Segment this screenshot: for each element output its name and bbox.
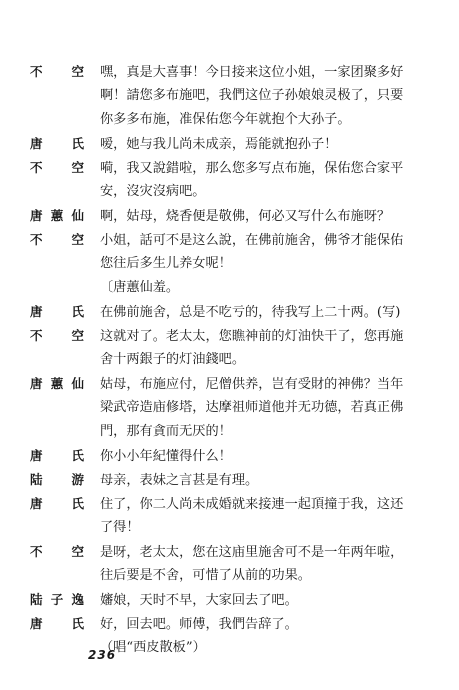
- script-line: [30, 228, 450, 252]
- speaker-name: 唐 氏: [30, 448, 84, 463]
- script-line: [30, 612, 450, 636]
- script-line: [30, 348, 450, 372]
- script-line: [30, 276, 450, 300]
- script-line: [30, 180, 450, 204]
- speaker-name: 唐 氏: [30, 496, 84, 511]
- page-number: 236: [88, 648, 117, 662]
- speaker-name: 不 空: [30, 64, 84, 79]
- script-line: [30, 492, 450, 516]
- script-line: [30, 84, 450, 108]
- script-line: [30, 132, 450, 156]
- dialogue-text: 嘿，真是大喜事！今日接来这位小姐，一家团聚多好: [100, 65, 404, 80]
- speaker-name: 不 空: [30, 544, 84, 559]
- dialogue-text: 小姐，話可不是这么說，在佛前施舍，佛爷才能保佑: [100, 233, 404, 248]
- speaker-name: 不 空: [30, 160, 84, 175]
- script-line: [30, 204, 450, 228]
- speaker-name: 陆子逸: [30, 592, 84, 607]
- script-line: [30, 468, 450, 492]
- dialogue-text: 門，那有貪而无厌的！: [100, 424, 232, 439]
- script-line: [30, 444, 450, 468]
- speaker-name: 陆 游: [30, 472, 84, 487]
- dialogue-text: 嗬，我又說錯啦，那么您多写点布施，保佑您合家平: [100, 161, 404, 176]
- script-line: [30, 60, 450, 84]
- dialogue-text: 你小小年紀懂得什么！: [100, 449, 232, 464]
- speaker-name: 唐 氏: [30, 136, 84, 151]
- dialogue-text: 姑母，布施应付，尼僧供养，岂有受財的神佛？当年: [100, 377, 404, 392]
- script-line: [30, 420, 450, 444]
- dialogue-text: 〔唐蕙仙羞。: [100, 280, 180, 295]
- dialogue-text: 啊，姑母，烧香便是敬佛，何必又写什么布施呀？: [100, 209, 391, 224]
- script-line: [30, 300, 450, 324]
- script-line: [30, 252, 450, 276]
- script-line: [30, 156, 450, 180]
- script-line: [30, 324, 450, 348]
- script-line: [30, 564, 450, 588]
- speaker-name: 不 空: [30, 232, 84, 247]
- speaker-name: 唐蕙仙: [30, 208, 84, 223]
- script-line: [30, 516, 450, 540]
- dialogue-text: 梁武帝造庙修塔，达摩祖师道他并无功德，若真正佛: [100, 400, 404, 415]
- dialogue-text: 了得！: [100, 520, 140, 535]
- dialogue-text: 是呀，老太太，您在这庙里施舍可不是一年两年啦，: [100, 545, 404, 560]
- speaker-name: 唐 氏: [30, 616, 84, 631]
- dialogue-text: 住了，你二人尚未成婚就来接連一起頂撞于我，这还: [100, 497, 404, 512]
- dialogue-text: 你多多布施，准保佑您今年就抱个大孙子。: [100, 112, 351, 127]
- speaker-name: 不 空: [30, 328, 84, 343]
- dialogue-text: 嬸娘，天时不早，大家回去了吧。: [100, 593, 298, 608]
- dialogue-text: 往后要是不舍，可惜了从前的功果。: [100, 568, 311, 583]
- script-body: [30, 60, 450, 660]
- speaker-name: 唐蕙仙: [30, 376, 84, 391]
- speaker-name: 唐 氏: [30, 304, 84, 319]
- dialogue-text: 这就对了。老太太，您瞧神前的灯油快干了，您再施: [100, 329, 404, 344]
- script-line: [30, 372, 450, 396]
- dialogue-text: 嗳，她与我儿尚未成亲，焉能就抱孙子！: [100, 137, 338, 152]
- script-line: [30, 588, 450, 612]
- script-line: [30, 540, 450, 564]
- dialogue-text: （唱“西皮散板”）: [100, 640, 206, 655]
- dialogue-text: 您往后多生儿养女呢！: [100, 256, 232, 271]
- dialogue-text: 母亲，表妹之言甚是有理。: [100, 473, 259, 488]
- dialogue-text: 啊！請您多布施吧，我們这位子孙娘娘灵极了，只要: [100, 88, 404, 103]
- script-line: [30, 396, 450, 420]
- dialogue-text: 舍十两銀子的灯油錢吧。: [100, 352, 246, 367]
- dialogue-text: 安，沒灾沒病吧。: [100, 184, 206, 199]
- dialogue-text: 好，回去吧。师傅，我們告辞了。: [100, 617, 298, 632]
- dialogue-text: 在佛前施舍，总是不吃亏的，待我写上二十两。(写): [100, 305, 401, 320]
- script-line: [30, 108, 450, 132]
